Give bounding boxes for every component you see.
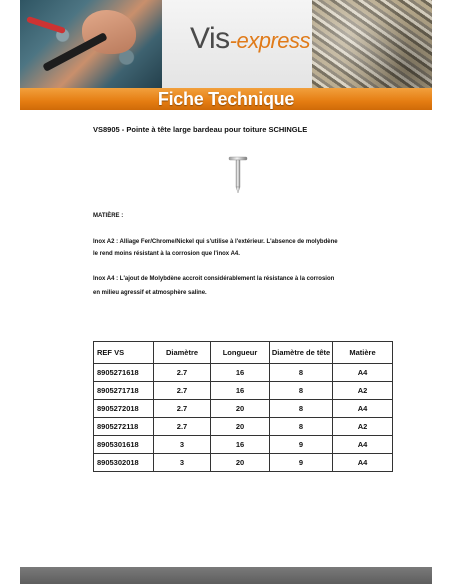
cell-matiere: A2: [333, 382, 393, 400]
title-banner: [20, 88, 432, 110]
cell-ref: 8905271718: [94, 382, 154, 400]
table-row: [94, 454, 393, 472]
inox-a4-text-line-2: en milieu agressif et atmosphère saline.: [93, 290, 207, 296]
screws-photo: [312, 0, 432, 88]
nail-icon: [228, 156, 248, 194]
document-title: VS8905 - Pointe à tête large bardeau pour toiture SCHINGLE: [93, 125, 308, 134]
inox-a2-text-line-2: le rend moins résistant à la corrosion que l'inox A4.: [93, 251, 240, 257]
cell-longueur: 16: [211, 364, 270, 382]
table-row: [94, 436, 393, 454]
workshop-photo: [20, 0, 162, 88]
cell-longueur: 16: [211, 436, 270, 454]
cell-ref: 8905272018: [94, 400, 154, 418]
cell-ref: 8905302018: [94, 454, 154, 472]
cell-matiere: A2: [333, 418, 393, 436]
footer-bar: [20, 567, 432, 584]
cell-diametre: 3: [154, 454, 211, 472]
cell-diametre: 2.7: [154, 418, 211, 436]
header-diametre-tete: Diamètre de tête: [270, 342, 333, 364]
header-banner: [20, 0, 432, 110]
cell-diametre: 3: [154, 436, 211, 454]
table-row: [94, 400, 393, 418]
table-header-row: [94, 342, 393, 364]
header-longueur: Longueur: [211, 342, 270, 364]
specifications-table: [93, 341, 393, 472]
cell-diametre: 2.7: [154, 364, 211, 382]
inox-a4-text-line-1: Inox A4 : L'ajout de Molybdène accroit considérablement la résistance à la corrosion: [93, 276, 335, 282]
cell-matiere: A4: [333, 454, 393, 472]
cell-matiere: A4: [333, 400, 393, 418]
cell-diametre-tete: 8: [270, 400, 333, 418]
table-row: [94, 418, 393, 436]
cell-diametre-tete: 9: [270, 454, 333, 472]
cell-longueur: 20: [211, 454, 270, 472]
table-row: [94, 364, 393, 382]
cell-diametre-tete: 9: [270, 436, 333, 454]
inox-a2-text-line-1: Inox A2 : Alliage Fer/Chrome/Nickel qui s'utilise à l'extérieur. L'absence de molybdène: [93, 239, 338, 245]
cell-matiere: A4: [333, 364, 393, 382]
table-row: [94, 382, 393, 400]
header-ref: REF VS: [94, 342, 154, 364]
cell-diametre-tete: 8: [270, 382, 333, 400]
cell-longueur: 20: [211, 418, 270, 436]
matiere-heading: MATIÈRE :: [93, 213, 124, 219]
cell-diametre: 2.7: [154, 382, 211, 400]
cell-ref: 8905271618: [94, 364, 154, 382]
brand-main: Vis: [190, 22, 230, 55]
brand-accent: -express: [229, 28, 310, 53]
brand-logo: [190, 22, 310, 56]
cell-diametre-tete: 8: [270, 364, 333, 382]
cell-longueur: 20: [211, 400, 270, 418]
cell-longueur: 16: [211, 382, 270, 400]
cell-matiere: A4: [333, 436, 393, 454]
cell-ref: 8905301618: [94, 436, 154, 454]
header-diametre: Diamètre: [154, 342, 211, 364]
header-matiere: Matière: [333, 342, 393, 364]
banner-title: Fiche Technique: [157, 89, 295, 109]
cell-diametre: 2.7: [154, 400, 211, 418]
cell-ref: 8905272118: [94, 418, 154, 436]
cell-diametre-tete: 8: [270, 418, 333, 436]
screwdriver-handle-shape: [26, 16, 66, 34]
